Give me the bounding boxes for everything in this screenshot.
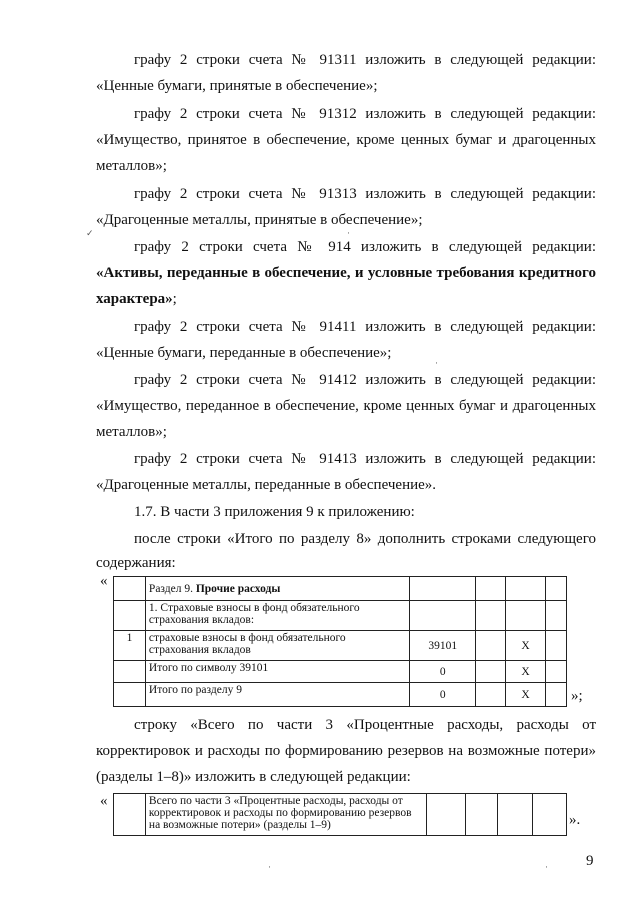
scan-speck: · xyxy=(545,862,548,872)
scan-speck: ✓ xyxy=(86,228,94,238)
paragraph-91313 xyxy=(96,184,596,230)
text-line: графу 2 строки счета № 91412 изложить в следующей редакции: xyxy=(134,372,596,388)
text-line: графу 2 строки счета № 91411 изложить в следующей редакции: xyxy=(134,319,596,335)
cell-text: Раздел 9. xyxy=(148,582,196,595)
table-cell: Итого по символу 39101 xyxy=(145,661,409,683)
text-line: содержания: xyxy=(96,555,176,571)
part-3-total-table xyxy=(113,793,567,836)
paragraph-91411 xyxy=(96,317,596,363)
text-line: «Имущество, принятое в обеспечение, кроме ценных бумаг и драгоценных xyxy=(96,132,596,148)
table-cell xyxy=(498,794,533,836)
table-cell xyxy=(546,631,567,661)
text-line: корректировок и расходы по формированию резервов на возможные потери» xyxy=(96,743,596,759)
table-cell: 1. Страховые взносы в фонд обязательного страхования вкладов: xyxy=(145,601,409,631)
text-line: графу 2 строки счета № 91413 изложить в следующей редакции: xyxy=(134,451,596,467)
paragraph-total-part-3 xyxy=(96,715,596,787)
table-cell xyxy=(476,661,506,683)
table-row xyxy=(114,577,567,601)
text-line: «Ценные бумаги, переданные в обеспечение»; xyxy=(96,345,392,361)
table-cell xyxy=(546,577,567,601)
close-quote: »; xyxy=(571,688,583,704)
table-cell xyxy=(476,631,506,661)
text-line: после строки «Итого по разделу 8» дополнить строками следующего xyxy=(134,531,596,547)
table-cell: 0 xyxy=(410,683,476,707)
table-cell xyxy=(114,683,146,707)
text-line: строку «Всего по части 3 «Процентные расходы, расходы от xyxy=(134,717,596,733)
table-cell xyxy=(476,577,506,601)
table-cell xyxy=(506,577,546,601)
table-cell xyxy=(506,601,546,631)
text-line xyxy=(96,289,596,309)
table-cell xyxy=(546,661,567,683)
table-cell xyxy=(546,683,567,707)
table-cell xyxy=(114,794,146,836)
text-line: (разделы 1–8)» изложить в следующей редакции: xyxy=(96,769,411,785)
table-cell xyxy=(476,601,506,631)
section-9-table xyxy=(113,576,567,707)
text-line: «Имущество, переданное в обеспечение, кроме ценных бумаг и драгоценных xyxy=(96,398,596,414)
text-line: «Драгоценные металлы, переданные в обеспечение». xyxy=(96,477,437,493)
text-line: металлов»; xyxy=(96,158,167,174)
text-tail: ; xyxy=(172,291,177,307)
paragraph-914 xyxy=(96,237,596,309)
table-cell xyxy=(533,794,567,836)
paragraph-91311 xyxy=(96,50,596,96)
paragraph-1-7 xyxy=(96,502,596,522)
text-line: графу 2 строки счета № 914 изложить в следующей редакции: xyxy=(134,239,596,255)
text-line: графу 2 строки счета № 91311 изложить в следующей редакции: xyxy=(134,52,596,68)
table-cell xyxy=(410,601,476,631)
table-cell xyxy=(427,794,466,836)
table-cell: X xyxy=(506,661,546,683)
paragraph-91413 xyxy=(96,449,596,495)
paragraph-91412 xyxy=(96,370,596,442)
paragraph-91312 xyxy=(96,104,596,176)
text-line: графу 2 строки счета № 91312 изложить в следующей редакции: xyxy=(134,106,596,122)
table-cell xyxy=(114,601,146,631)
open-quote: « xyxy=(100,793,108,809)
table-cell xyxy=(466,794,498,836)
table-cell: Всего по части 3 «Процентные расходы, расходы от корректировок и расходы по формированию резервов на возможные потери» (разделы 1–9) xyxy=(145,794,426,836)
table-cell: страховые взносы в фонд обязательного страхования вкладов xyxy=(145,631,409,661)
table-row xyxy=(114,661,567,683)
table-cell xyxy=(546,601,567,631)
text-line-bold: «Активы, переданные в обеспечение, и условные требования кредитного xyxy=(96,265,596,281)
table-cell xyxy=(410,577,476,601)
table-row xyxy=(114,601,567,631)
text-line: 1.7. В части 3 приложения 9 к приложению: xyxy=(134,504,415,520)
text-line: металлов»; xyxy=(96,424,167,440)
table-row xyxy=(114,631,567,661)
text-line: «Драгоценные металлы, принятые в обеспечение»; xyxy=(96,212,423,228)
table-cell: X xyxy=(506,683,546,707)
table-cell xyxy=(476,683,506,707)
table-cell xyxy=(114,577,146,601)
scan-speck: · xyxy=(435,358,438,368)
table-cell: 1 xyxy=(114,631,146,661)
cell-text-bold: Прочие расходы xyxy=(195,582,281,595)
open-quote: « xyxy=(100,573,108,589)
table-row xyxy=(114,794,567,836)
close-quote: ». xyxy=(569,812,581,828)
bold-text: характера» xyxy=(96,291,173,307)
table-cell: Итого по разделу 9 xyxy=(145,683,409,707)
table-cell: 0 xyxy=(410,661,476,683)
text-line: графу 2 строки счета № 91313 изложить в следующей редакции: xyxy=(134,186,596,202)
scan-speck: · xyxy=(268,862,271,872)
table-cell xyxy=(145,577,409,601)
page-number: 9 xyxy=(586,853,594,869)
scan-speck: · xyxy=(347,228,350,238)
table-cell: X xyxy=(506,631,546,661)
table-row xyxy=(114,683,567,707)
table-cell xyxy=(114,661,146,683)
text-line: «Ценные бумаги, принятые в обеспечение»; xyxy=(96,78,378,94)
paragraph-after-section-8 xyxy=(96,529,596,573)
table-cell: 39101 xyxy=(410,631,476,661)
